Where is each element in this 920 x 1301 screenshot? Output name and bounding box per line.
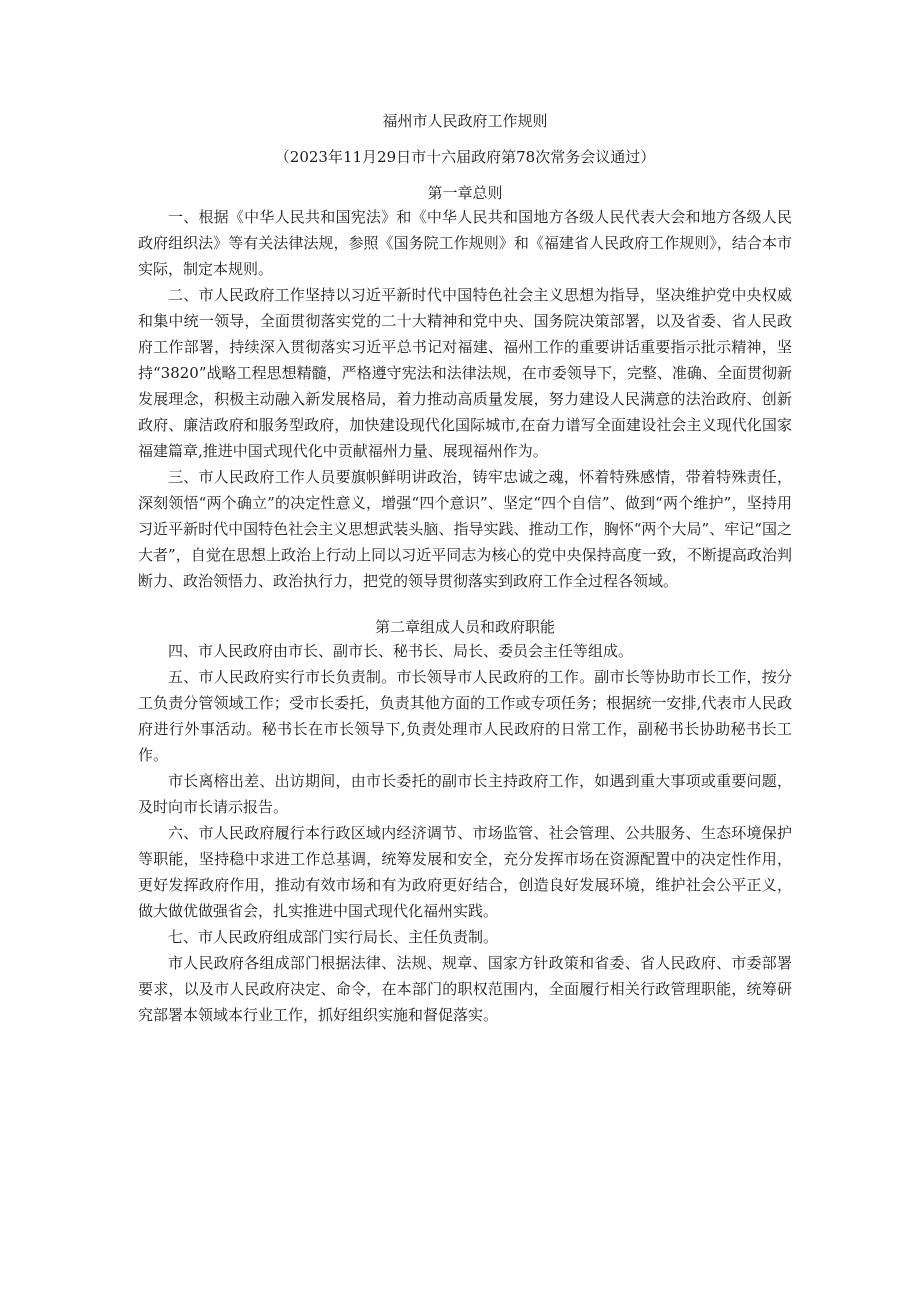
paragraph-4: 四、市人民政府由市长、副市长、秘书长、局长、委员会主任等组成。	[168, 642, 634, 660]
chapter-heading-1: 第一章总则	[427, 184, 503, 202]
paragraph-7: 七、市人民政府组成部门实行局长、主任负责制。	[168, 928, 499, 946]
paragraph-6: 六、市人民政府履行本行政区域内经济调节、市场监管、社会管理、公共服务、生态环境保护等职能，坚持稳中求进工作总基调，统筹发展和安全，充分发挥市场在资源配置中的决定性作用，更好发挥政府作用，推动有效市场和有为政府更好结合，创造良好发展环境，维护社会公平正义，做大做优做强省会，扎实推进中国式现代化福州实践。	[138, 824, 792, 920]
paragraph-1: 一、根据《中华人民共和国宪法》和《中华人民共和国地方各级人民代表大会和地方各级人民政府组织法》等有关法律法规，参照《国务院工作规则》和《福建省人民政府工作规则》，结合本市实际，制定本规则。	[138, 208, 792, 278]
paragraph-3: 三、市人民政府工作人员要旗帜鲜明讲政治，铸牢忠诚之魂，怀着特殊感情，带着特殊责任，深刻领悟“两个确立”的决定性意义，增强“四个意识”、坚定“四个自信”、做到“两个维护”，坚持用习近平新时代中国特色社会主义思想武装头脑、指导实践、推动工作，胸怀“两个大局”、牢记“国之大者”，自觉在思想上政治上行动上同以习近平同志为核心的党中央保持高度一致，不断提高政治判断力、政治领悟力、政治执行力，把党的领导贯彻落实到政府工作全过程各领域。	[138, 468, 792, 590]
paragraph-2: 二、市人民政府工作坚持以习近平新时代中国特色社会主义思想为指导，坚决维护党中央权威和集中统一领导，全面贯彻落实党的二十大精神和党中央、国务院决策部署，以及省委、省人民政府工作部署，持续深入贯彻落实习近平总书记对福建、福州工作的重要讲话重要指示批示精神，坚持“3820”战略工程思想精髓，严格遵守宪法和法律法规，在市委领导下，完整、准确、全面贯彻新发展理念，积极主动融入新发展格局，着力推动高质量发展，努力建设人民满意的法治政府、创新政府、廉洁政府和服务型政府，加快建设现代化国际城市,在奋力谱写全面建设社会主义现代化国家福建篇章,推进中国式现代化中贡献福州力量、展现福州作为。	[138, 286, 792, 460]
paragraph-7-continued: 市人民政府各组成部门根据法律、法规、规章、国家方针政策和省委、省人民政府、市委部署要求，以及市人民政府决定、命令，在本部门的职权范围内，全面履行相关行政管理职能，统筹研究部署本领域本行业工作，抓好组织实施和督促落实。	[138, 954, 792, 1024]
paragraph-5-continued: 市长离榕出差、出访期间，由市长委托的副市长主持政府工作，如遇到重大事项或重要问题，及时向市长请示报告。	[138, 772, 792, 816]
paragraph-5: 五、市人民政府实行市长负责制。市长领导市人民政府的工作。副市长等协助市长工作，按分工负责分管领域工作；受市长委托，负责其他方面的工作或专项任务；根据统一安排,代表市人民政府进行外事活动。秘书长在市长领导下,负责处理市人民政府的日常工作，副秘书长协助秘书长工作。	[138, 668, 792, 764]
document-subtitle: （2023年11月29日市十六届政府第78次常务会议通过）	[274, 148, 656, 166]
chapter-heading-2: 第二章组成人员和政府职能	[374, 618, 555, 636]
document-page	[138, 106, 792, 1028]
document-title: 福州市人民政府工作规则	[382, 112, 548, 130]
